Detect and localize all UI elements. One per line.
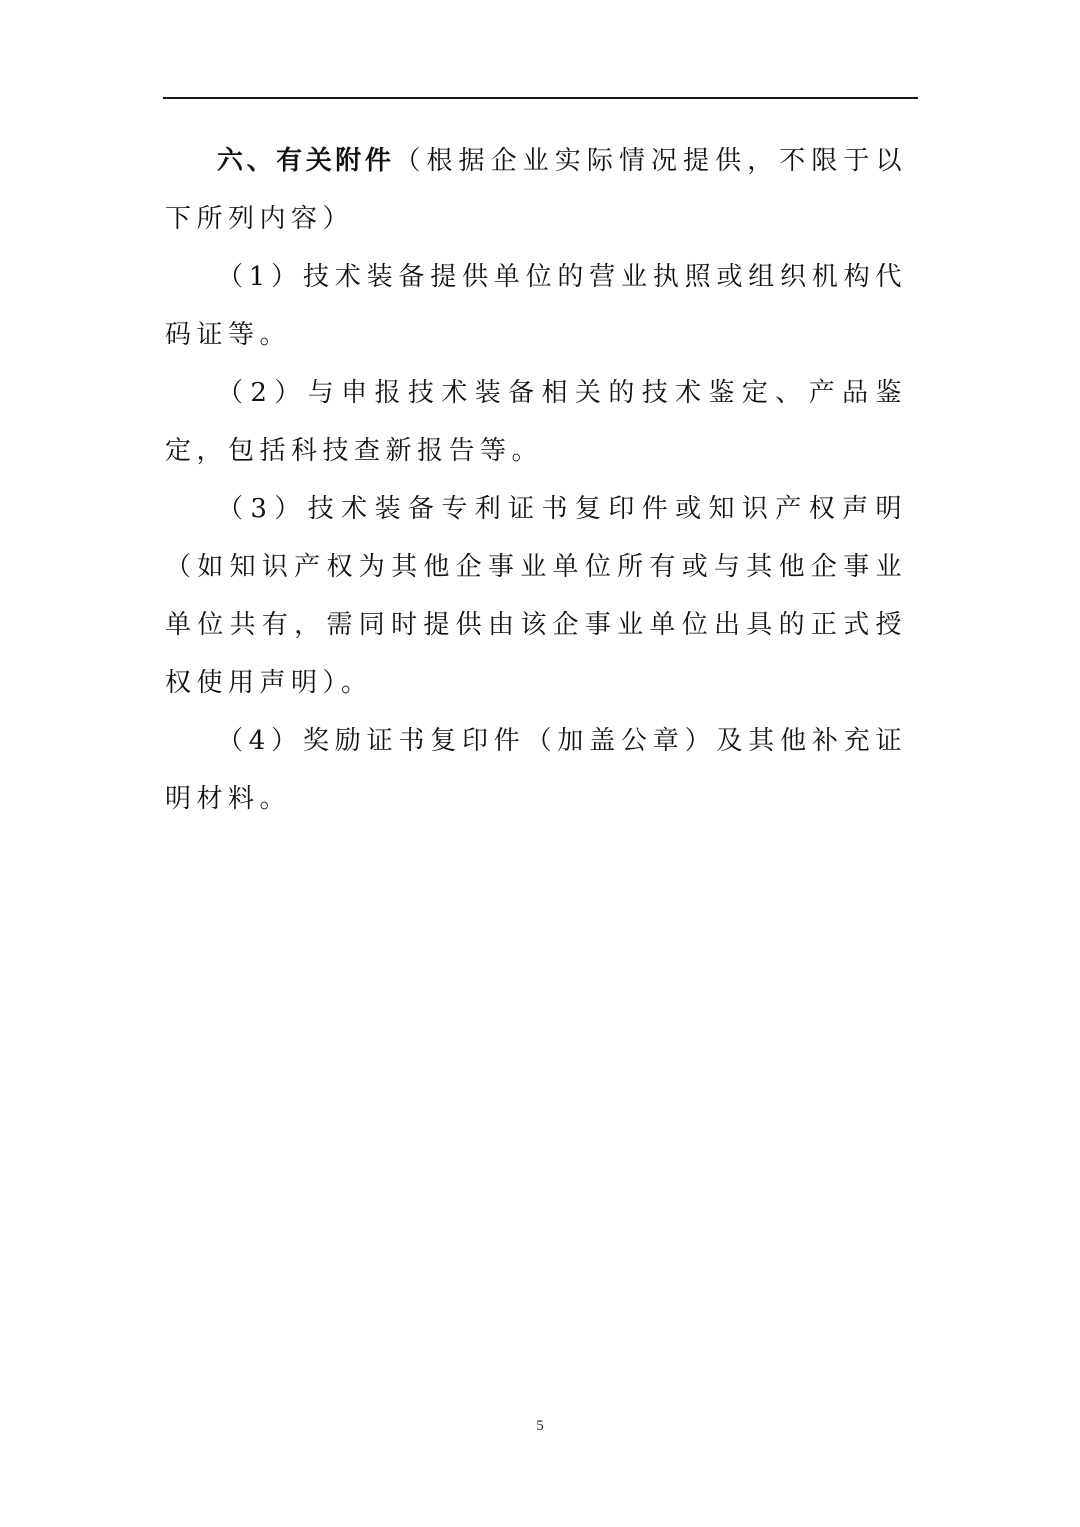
attachment-item-2: （2）与申报技术装备相关的技术鉴定、产品鉴定，包括科技查新报告等。 xyxy=(165,378,907,466)
header-rule xyxy=(163,97,918,99)
attachment-item-3: （3）技术装备专利证书复印件或知识产权声明（如知识产权为其他企事业单位所有或与其他企事业单位共有，需同时提供由该企事业单位出具的正式授权使用声明）。 xyxy=(165,494,907,698)
section-note: （根据企业实际情况提供，不限于以下所列内容） xyxy=(165,146,907,234)
document-body xyxy=(165,132,907,828)
attachment-item-4: （4）奖励证书复印件（加盖公章）及其他补充证明材料。 xyxy=(165,726,907,814)
section-heading-paragraph xyxy=(165,132,907,248)
page-number: 5 xyxy=(536,1418,544,1434)
attachment-item-1: （1）技术装备提供单位的营业执照或组织机构代码证等。 xyxy=(165,262,907,350)
section-heading: 六、有关附件 xyxy=(217,146,395,176)
